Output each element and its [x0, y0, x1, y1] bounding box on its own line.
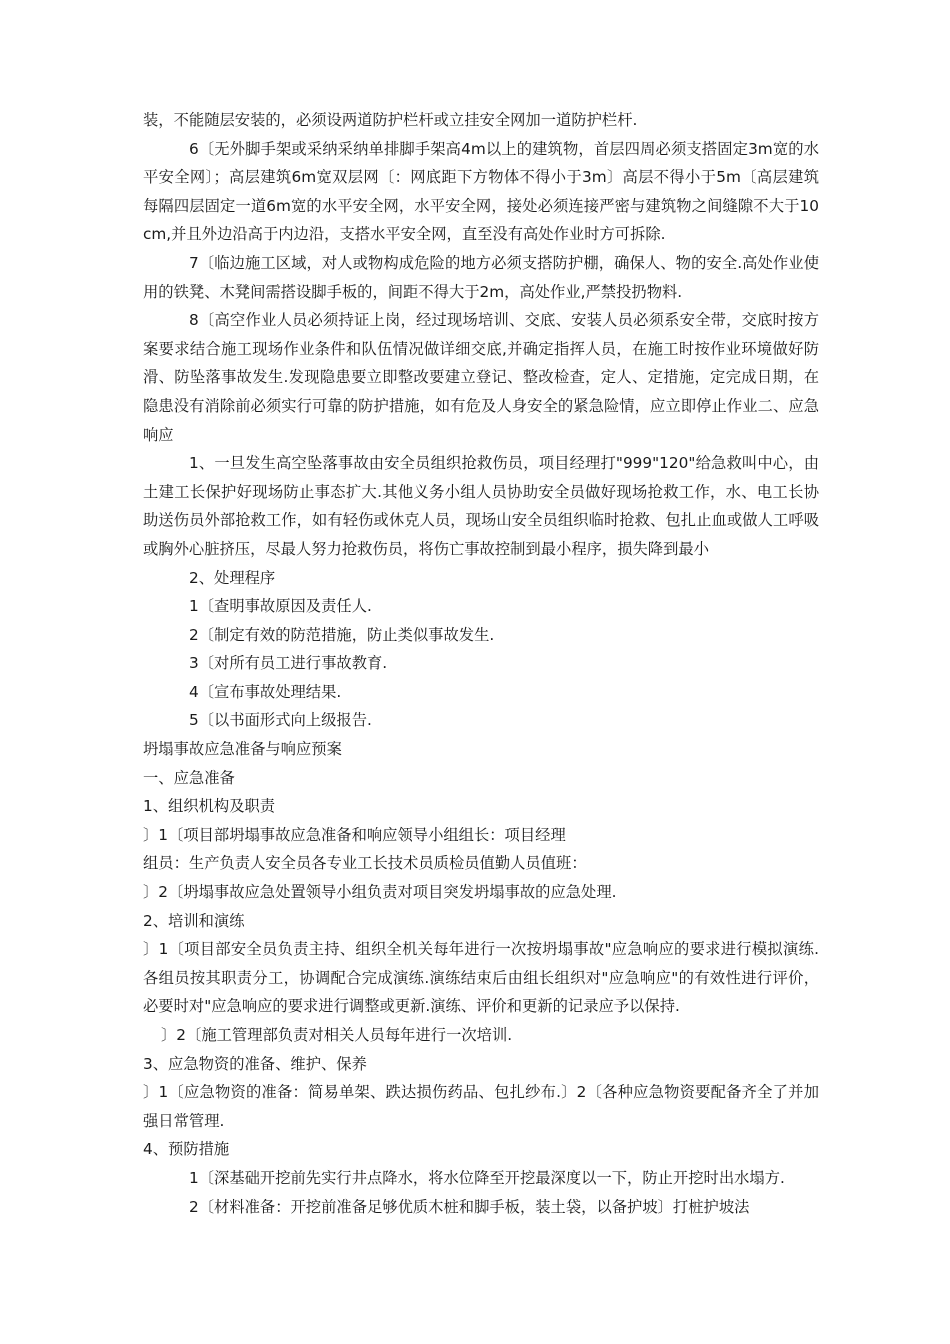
- paragraph: 5〔以书面形式向上级报告.: [189, 711, 372, 730]
- paragraph: 〕2〔施工管理部负责对相关人员每年进行一次培训.: [161, 1026, 513, 1044]
- paragraph: 2〔材料准备：开挖前准备足够优质木桩和脚手板，装土袋，以备护坡〕打桩护坡法: [189, 1197, 750, 1216]
- paragraph: 2〔制定有效的防范措施，防止类似事故发生.: [189, 625, 495, 644]
- paragraph: 7〔临边施工区域，对人或物构成危险的地方必须支搭防护棚，确保人、物的安全.高处作业使用的铁凳、木凳间需搭设脚手板的，间距不得大于2m，高处作业,严禁投扔物料.: [143, 253, 819, 301]
- paragraph: 〕2〔坍塌事故应急处置领导小组负责对项目突发坍塌事故的应急处理.: [143, 883, 617, 902]
- heading: 4、预防措施: [143, 1140, 230, 1159]
- paragraph: 1〔深基础开挖前先实行井点降水，将水位降至开挖最深度以一下，防止开挖时出水塌方.: [189, 1168, 785, 1187]
- paragraph: 1〔查明事故原因及责任人.: [189, 597, 372, 616]
- heading: 一、应急准备: [143, 768, 235, 787]
- heading: 1、组织机构及职责: [143, 797, 276, 816]
- heading: 3、应急物资的准备、维护、保养: [143, 1054, 367, 1073]
- paragraph: 2、处理程序: [189, 568, 276, 587]
- paragraph: 6〔无外脚手架或采纳采纳单排脚手架高4m以上的建筑物，首层四周必须支搭固定3m宽的水平安全网〕；高层建筑6m宽双层网〔：网底距下方物体不得小于3m〕高层不得小于5m〔高层建筑每隔四层固定一道6m宽的水平安全网，水平安全网，接处必须连接严密与建筑物之间缝隙不大于10cm,并且外边沿高于内边沿，支搭水平安全网，直至没有高处作业时方可拆除.: [143, 139, 819, 244]
- paragraph: 〕1〔项目部坍塌事故应急准备和响应领导小组组长：项目经理: [143, 825, 566, 844]
- document-body: [143, 106, 819, 1221]
- paragraph: 1、一旦发生高空坠落事故由安全员组织抢救伤员，项目经理打"999"120"给急救叫中心，由土建工长保护好现场防止事态扩大.其他义务小组人员协助安全员做好现场抢救工作，水、电工长协助送伤员外部抢救工作，如有轻伤或休克人员，现场山安全员组织临时抢救、包扎止血或做人工呼吸或胸外心脏挤压，尽最人努力抢救伤员，将伤亡事故控制到最小程序，损失降到最小: [143, 454, 819, 558]
- heading: 2、培训和演练: [143, 911, 245, 930]
- paragraph: 3〔对所有员工进行事故教育.: [189, 654, 388, 673]
- paragraph: 8〔高空作业人员必须持证上岗，经过现场培训、交底、安装人员必须系安全带，交底时按方案要求结合施工现场作业条件和队伍情况做详细交底,并确定指挥人员，在施工时按作业环境做好防滑、防坠落事故发生.发现隐患要立即整改要建立登记、整改检查，定人、定措施，定完成日期，在隐患没有消除前必须实行可靠的防护措施，如有危及人身安全的紧急险情，应立即停止作业二、应急响应: [143, 311, 819, 444]
- paragraph: 4〔宣布事故处理结果.: [189, 682, 342, 701]
- paragraph: 组员：生产负责人安全员各专业工长技术员质检员值勤人员值班：: [143, 854, 587, 873]
- paragraph: 〕1〔项目部安全员负责主持、组织全机关每年进行一次按坍塌事故"应急响应的要求进行模拟演练.各组员按其职责分工，协调配合完成演练.演练结束后由组长组织对"应急响应"的有效性进行评价，必要时对"应急响应的要求进行调整或更新.演练、评价和更新的记录应予以保持.: [143, 940, 819, 1016]
- section-title: 坍塌事故应急准备与响应预案: [143, 740, 342, 759]
- paragraph: 装，不能随层安装的，必须设两道防护栏杆或立挂安全网加一道防护栏杆.: [143, 111, 638, 129]
- paragraph: 〕1〔应急物资的准备：简易单架、跌达损伤药品、包扎纱布.〕2〔各种应急物资要配备齐全了并加强日常管理.: [143, 1083, 819, 1130]
